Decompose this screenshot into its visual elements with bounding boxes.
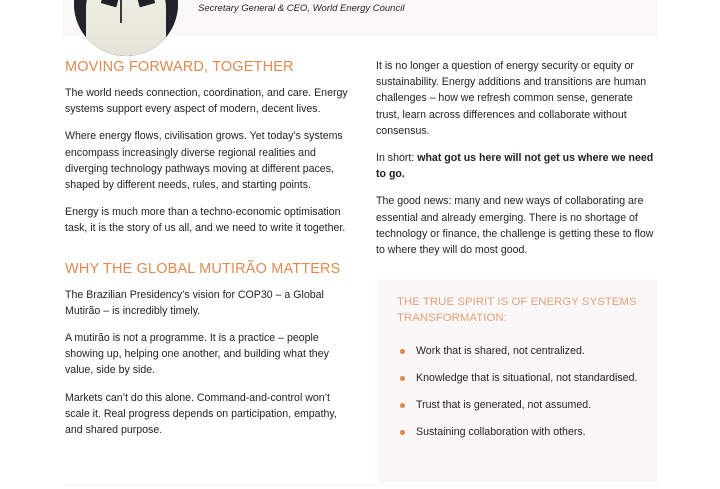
portrait-jacket bbox=[86, 0, 166, 56]
list-item-label: Sustaining collaboration with others. bbox=[416, 426, 586, 438]
list-item bbox=[397, 371, 647, 386]
author-byline bbox=[198, 0, 498, 16]
right-column bbox=[376, 58, 658, 269]
bullet-dot-icon bbox=[400, 376, 405, 381]
left-paragraph-3: Energy is much more than a techno-economic optimisation task, it is the story of us all, and we need to write it together. bbox=[65, 206, 346, 235]
footer-divider bbox=[62, 484, 658, 487]
callout-bullet-list bbox=[397, 344, 647, 452]
list-item bbox=[397, 398, 647, 413]
list-item-label: Work that is shared, not centralized. bbox=[416, 345, 585, 357]
list-item-label: Trust that is generated, not assumed. bbox=[416, 399, 592, 411]
right-paragraph-2-lead: In short: bbox=[376, 152, 418, 165]
bullet-dot-icon bbox=[400, 430, 405, 435]
list-item bbox=[397, 425, 647, 440]
left-paragraph-1: The world needs connection, coordination, and care. Energy systems support every aspect of modern, decent lives. bbox=[65, 87, 348, 116]
callout-box-true-spirit bbox=[378, 280, 658, 482]
right-paragraph-2-emphasis: what got us here will not get us where we need to go. bbox=[376, 152, 654, 181]
right-paragraph-2 bbox=[376, 150, 658, 182]
callout-heading: THE TRUE SPIRIT IS OF ENERGY SYSTEMS TRANSFORMATION: bbox=[397, 296, 637, 324]
list-item bbox=[397, 344, 647, 359]
author-portrait-avatar bbox=[74, 0, 178, 56]
portrait-microphone-wire bbox=[120, 0, 122, 23]
left-paragraph-5: A mutirão is not a programme. It is a practice – people showing up, helping one another, and building what they value, side by side. bbox=[65, 332, 329, 377]
left-paragraph-2: Where energy flows, civilisation grows. Yet today’s systems encompass increasingly diverse regional realities and diverging technology pathways moving at different paces, shaped by different needs, rules, and starting points. bbox=[65, 130, 343, 192]
right-paragraph-3: The good news: many and new ways of collaborating are essential and already emerging. There is no shortage of technology or finance, the challenge is getting these to flow to where they will do most good. bbox=[376, 195, 654, 257]
bullet-dot-icon bbox=[400, 403, 405, 408]
left-paragraph-6: Markets can’t do this alone. Command-and-control won’t scale it. Real progress depends on participation, empathy, and shared purpose. bbox=[65, 391, 337, 437]
author-role: Secretary General & CEO, World Energy Council bbox=[198, 3, 405, 14]
section-heading-moving-forward: MOVING FORWARD, TOGETHER bbox=[65, 59, 294, 75]
section-heading-why-global-mutirao: WHY THE GLOBAL MUTIRÃO MATTERS bbox=[65, 260, 341, 277]
right-paragraph-1: It is no longer a question of energy security or equity or sustainability. Energy additions and transitions are human challenges – how we refresh common sense, generate trust, learn across differences and collaborate without consensus. bbox=[376, 60, 647, 137]
left-column bbox=[65, 58, 350, 449]
list-item-label: Knowledge that is situational, not standardised. bbox=[416, 372, 638, 384]
bullet-dot-icon bbox=[400, 349, 405, 354]
left-paragraph-4: The Brazilian Presidency’s vision for COP30 – a Global Mutirão – is incredibly timely. bbox=[65, 288, 324, 317]
